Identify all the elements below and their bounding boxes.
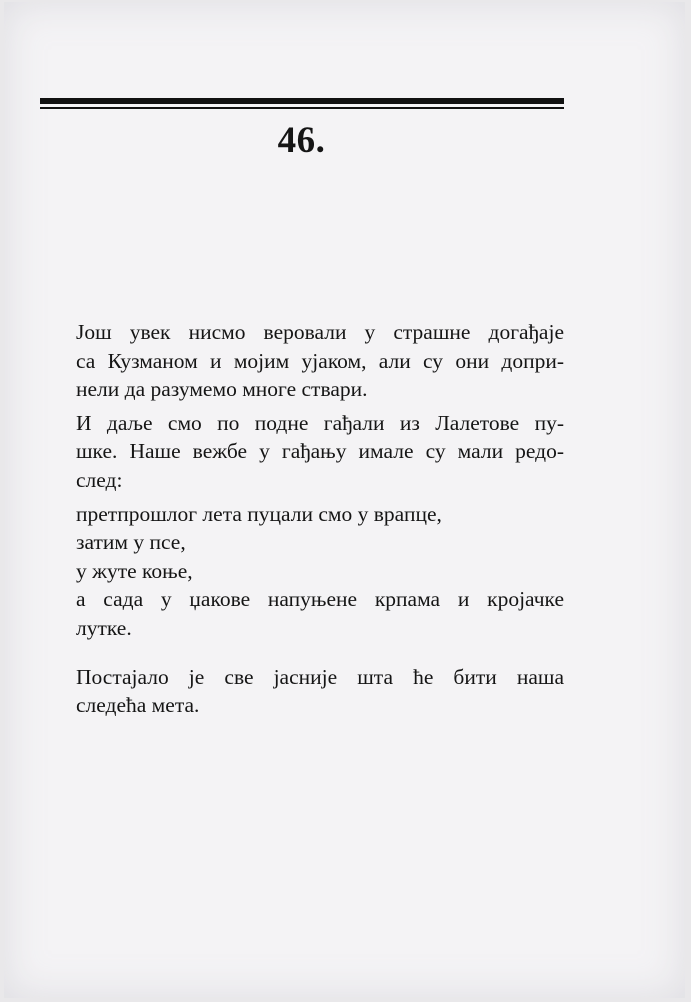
text-line: а сада у џакове напуњене крпама и кројачке [76,587,564,612]
header-rule-thin [40,107,564,109]
text-line: у жуте коње, [76,558,193,583]
text-line: затим у псе, [76,530,186,555]
text-line: следећа мета. [76,693,200,718]
text-line: след: [76,467,123,492]
text-line: лутке. [76,615,132,640]
text-line: шке. Наше вежбе у гађању имале су мали редо- [76,439,564,464]
paragraph-2 [76,409,564,495]
paragraph-1 [76,318,564,404]
verse-list [76,500,564,643]
text-line: са Кузманом и мојим ујаком, али су они допри- [76,348,564,373]
text-line: И даље смо по подне гађали из Лалетове пу- [76,410,564,435]
chapter-number: 46. [277,120,326,161]
text-line: Још увек нисмо веровали у страшне догађаје [76,320,564,344]
text-line: нели да разумемо многе ствари. [76,377,368,402]
paragraph-3 [76,663,564,720]
text-line: претпрошлог лета пуцали смо у врапце, [76,501,442,526]
chapter-header-rule [40,98,564,109]
chapter-body [76,318,564,720]
text-line: Постајало је све јасније шта ће бити наша [76,664,564,689]
book-page [4,2,685,998]
